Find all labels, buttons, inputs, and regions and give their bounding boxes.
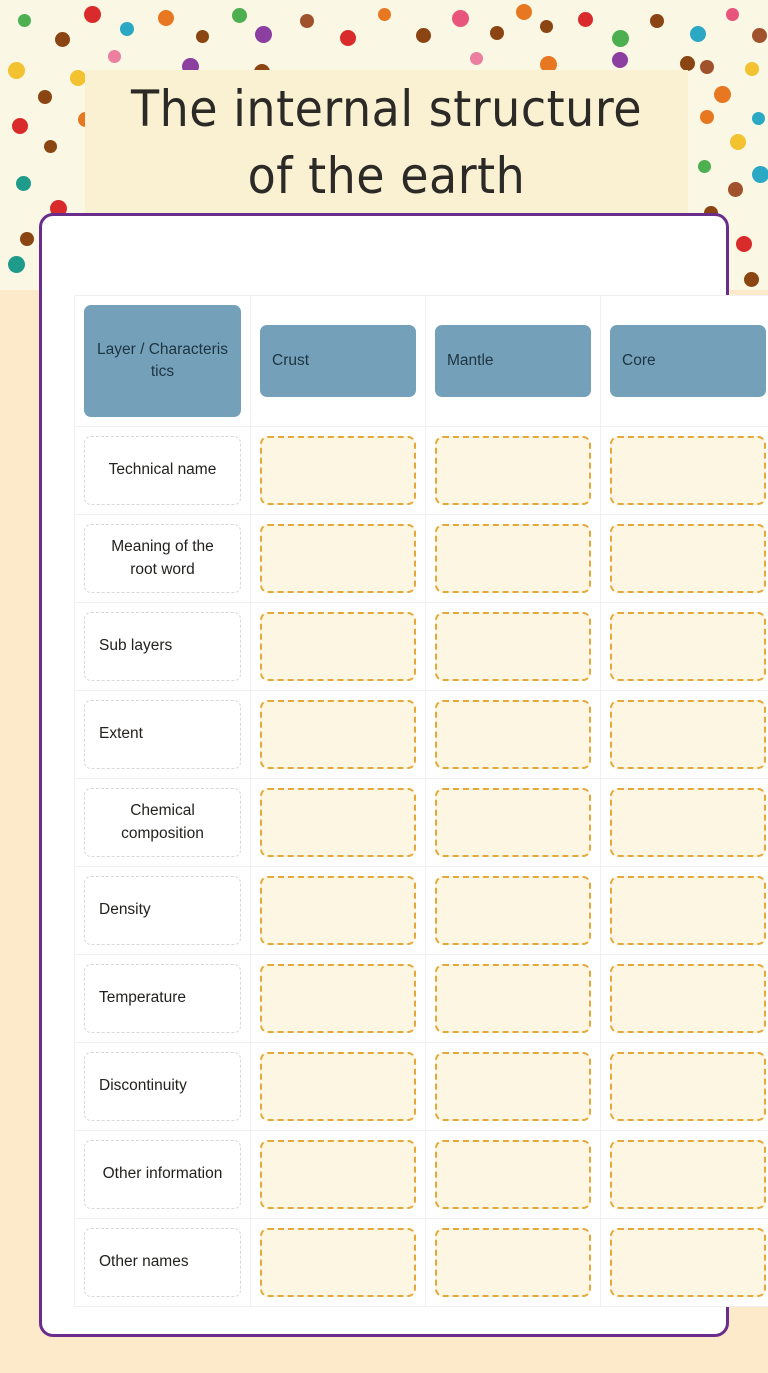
confetti-dot-icon — [255, 26, 272, 43]
answer-input-r0-c1[interactable] — [435, 436, 591, 505]
answer-input-r9-c1[interactable] — [435, 1228, 591, 1297]
row-label-cell — [75, 1043, 251, 1131]
confetti-dot-icon — [680, 56, 695, 71]
page-title — [117, 75, 656, 209]
confetti-dot-icon — [120, 22, 134, 36]
confetti-dot-icon — [452, 10, 469, 27]
header-label-layer: Mantle — [435, 325, 591, 397]
confetti-dot-icon — [378, 8, 391, 21]
answer-input-r2-c2[interactable] — [610, 612, 766, 681]
answer-cell[interactable] — [601, 1043, 768, 1131]
row-label-7: Discontinuity — [84, 1052, 241, 1121]
answer-cell[interactable] — [426, 691, 601, 779]
answer-input-r3-c0[interactable] — [260, 700, 416, 769]
answer-cell[interactable] — [601, 691, 768, 779]
row-label-6: Temperature — [84, 964, 241, 1033]
answer-input-r6-c1[interactable] — [435, 964, 591, 1033]
answer-input-r9-c2[interactable] — [610, 1228, 766, 1297]
answer-cell[interactable] — [601, 603, 768, 691]
confetti-dot-icon — [20, 232, 34, 246]
confetti-dot-icon — [700, 60, 714, 74]
row-label-cell — [75, 427, 251, 515]
answer-cell[interactable] — [251, 955, 426, 1043]
confetti-dot-icon — [612, 52, 628, 68]
answer-cell[interactable] — [251, 1131, 426, 1219]
answer-input-r1-c2[interactable] — [610, 524, 766, 593]
answer-cell[interactable] — [426, 1131, 601, 1219]
answer-cell[interactable] — [251, 427, 426, 515]
row-label-5: Density — [84, 876, 241, 945]
confetti-dot-icon — [730, 134, 746, 150]
table-header-row — [75, 296, 768, 427]
confetti-dot-icon — [578, 12, 593, 27]
title-banner — [85, 70, 688, 215]
confetti-dot-icon — [8, 256, 25, 273]
confetti-dot-icon — [728, 182, 743, 197]
confetti-dot-icon — [698, 160, 711, 173]
answer-input-r1-c0[interactable] — [260, 524, 416, 593]
confetti-dot-icon — [44, 140, 57, 153]
answer-input-r5-c1[interactable] — [435, 876, 591, 945]
table-row — [75, 1219, 768, 1307]
confetti-dot-icon — [16, 176, 31, 191]
confetti-dot-icon — [490, 26, 504, 40]
page-title-line-0: The internal structure — [130, 79, 643, 139]
row-label-4: Chemical composition — [84, 788, 241, 857]
answer-cell[interactable] — [601, 515, 768, 603]
confetti-dot-icon — [70, 70, 86, 86]
confetti-dot-icon — [340, 30, 356, 46]
confetti-dot-icon — [18, 14, 31, 27]
answer-input-r5-c0[interactable] — [260, 876, 416, 945]
answer-input-r4-c1[interactable] — [435, 788, 591, 857]
table-row — [75, 1043, 768, 1131]
confetti-dot-icon — [416, 28, 431, 43]
row-label-cell — [75, 867, 251, 955]
row-label-cell — [75, 1219, 251, 1307]
confetti-dot-icon — [540, 20, 553, 33]
answer-cell[interactable] — [251, 515, 426, 603]
row-label-8: Other information — [84, 1140, 241, 1209]
answer-cell[interactable] — [426, 427, 601, 515]
confetti-dot-icon — [470, 52, 483, 65]
answer-cell[interactable] — [601, 779, 768, 867]
answer-cell[interactable] — [251, 779, 426, 867]
answer-input-r4-c2[interactable] — [610, 788, 766, 857]
worksheet-card — [39, 213, 729, 1337]
confetti-dot-icon — [736, 236, 752, 252]
answer-input-r0-c0[interactable] — [260, 436, 416, 505]
confetti-dot-icon — [714, 86, 731, 103]
answer-cell[interactable] — [251, 691, 426, 779]
answer-input-r1-c1[interactable] — [435, 524, 591, 593]
confetti-dot-icon — [12, 118, 28, 134]
row-label-cell — [75, 691, 251, 779]
confetti-dot-icon — [8, 62, 25, 79]
row-label-3: Extent — [84, 700, 241, 769]
table-row — [75, 867, 768, 955]
answer-cell[interactable] — [601, 955, 768, 1043]
table-row — [75, 779, 768, 867]
confetti-dot-icon — [232, 8, 247, 23]
answer-cell[interactable] — [426, 1043, 601, 1131]
answer-input-r8-c2[interactable] — [610, 1140, 766, 1209]
answer-input-r6-c0[interactable] — [260, 964, 416, 1033]
row-label-1: Meaning of the root word — [84, 524, 241, 593]
row-label-9: Other names — [84, 1228, 241, 1297]
header-label-layer: Core — [610, 325, 766, 397]
confetti-dot-icon — [158, 10, 174, 26]
answer-input-r2-c1[interactable] — [435, 612, 591, 681]
answer-cell[interactable] — [601, 427, 768, 515]
answer-input-r3-c1[interactable] — [435, 700, 591, 769]
confetti-dot-icon — [55, 32, 70, 47]
confetti-dot-icon — [744, 272, 759, 287]
row-label-cell — [75, 779, 251, 867]
row-label-2: Sub layers — [84, 612, 241, 681]
header-label-characteristics: Layer / Characteristics — [84, 305, 241, 417]
confetti-dot-icon — [690, 26, 706, 42]
row-label-cell — [75, 1131, 251, 1219]
answer-cell[interactable] — [601, 1219, 768, 1307]
answer-input-r4-c0[interactable] — [260, 788, 416, 857]
answer-input-r9-c0[interactable] — [260, 1228, 416, 1297]
answer-cell[interactable] — [426, 955, 601, 1043]
row-label-cell — [75, 603, 251, 691]
table-row — [75, 955, 768, 1043]
answer-input-r0-c2[interactable] — [610, 436, 766, 505]
table-row — [75, 1131, 768, 1219]
answer-input-r8-c1[interactable] — [435, 1140, 591, 1209]
answer-cell[interactable] — [251, 867, 426, 955]
table-header-cell-1 — [251, 296, 426, 427]
answer-input-r6-c2[interactable] — [610, 964, 766, 1033]
answer-input-r5-c2[interactable] — [610, 876, 766, 945]
answer-input-r2-c0[interactable] — [260, 612, 416, 681]
confetti-dot-icon — [84, 6, 101, 23]
row-label-cell — [75, 955, 251, 1043]
confetti-dot-icon — [752, 112, 765, 125]
page-title-line-1: of the earth — [247, 146, 526, 206]
answer-cell[interactable] — [426, 779, 601, 867]
confetti-dot-icon — [752, 28, 767, 43]
answer-cell[interactable] — [251, 603, 426, 691]
answer-cell[interactable] — [601, 1131, 768, 1219]
table-header-cell-0 — [75, 296, 251, 427]
table-row — [75, 515, 768, 603]
confetti-dot-icon — [196, 30, 209, 43]
table-row — [75, 603, 768, 691]
answer-input-r3-c2[interactable] — [610, 700, 766, 769]
header-label-layer: Crust — [260, 325, 416, 397]
answer-cell[interactable] — [426, 1219, 601, 1307]
worksheet-table — [74, 295, 768, 1307]
answer-cell[interactable] — [251, 1219, 426, 1307]
answer-cell[interactable] — [426, 867, 601, 955]
confetti-dot-icon — [108, 50, 121, 63]
confetti-dot-icon — [516, 4, 532, 20]
confetti-dot-icon — [300, 14, 314, 28]
answer-cell[interactable] — [601, 867, 768, 955]
confetti-dot-icon — [650, 14, 664, 28]
answer-input-r8-c0[interactable] — [260, 1140, 416, 1209]
confetti-dot-icon — [726, 8, 739, 21]
confetti-dot-icon — [612, 30, 629, 47]
table-row — [75, 427, 768, 515]
table-row — [75, 691, 768, 779]
answer-input-r7-c1[interactable] — [435, 1052, 591, 1121]
answer-cell[interactable] — [251, 1043, 426, 1131]
table-header-cell-3 — [601, 296, 768, 427]
confetti-dot-icon — [38, 90, 52, 104]
confetti-dot-icon — [745, 62, 759, 76]
table-header-cell-2 — [426, 296, 601, 427]
row-label-0: Technical name — [84, 436, 241, 505]
answer-cell[interactable] — [426, 603, 601, 691]
row-label-cell — [75, 515, 251, 603]
confetti-dot-icon — [752, 166, 768, 183]
answer-cell[interactable] — [426, 515, 601, 603]
answer-input-r7-c2[interactable] — [610, 1052, 766, 1121]
confetti-dot-icon — [700, 110, 714, 124]
answer-input-r7-c0[interactable] — [260, 1052, 416, 1121]
